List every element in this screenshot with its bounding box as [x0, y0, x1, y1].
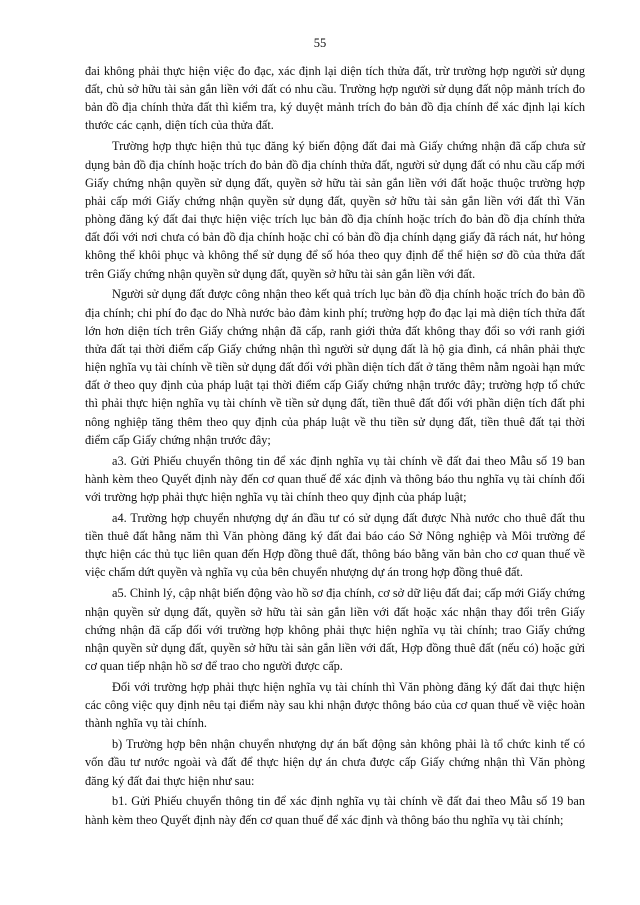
page-number: 55 — [313, 36, 327, 50]
paragraph-land-change-registration: Trường hợp thực hiện thủ tục đăng ký biến động đất đai mà Giấy chứng nhận đã cấp chưa sử dụng bản đồ địa chính hoặc trích đo bản đồ địa chính thửa đất, người sử dụng đất có nhu cầu cấp mới Giấy chứng nhận quyền sử dụng đất, quyền sở hữu tài sản gắn liền với đất hoặc thuộc trường hợp phải cấp mới Giấy chứng nhận quyền sử dụng đất, quyền sở hữu tài sản gắn liền với đất thì Văn phòng đăng ký đất đai thực hiện việc trích lục bản đồ địa chính hoặc trích đo bản đồ địa chính thửa đất đối với nơi chưa có bản đồ địa chính hoặc chỉ có bản đồ địa chính dạng giấy đã rách nát, hư hỏng không thể khôi phục và không thể sử dụng để số hóa theo quy định để thể hiện sơ đồ của thửa đất trên Giấy chứng nhận quyền sử dụng đất, quyền sở hữu tài sản gắn liền với đất. — [85, 139, 585, 281]
paragraph-b: b) Trường hợp bên nhận chuyển nhượng dự án bất động sản không phải là tổ chức kinh tế có vốn đầu tư nước ngoài và đất để thực hiện dự án chưa được cấp Giấy chứng nhận thì Văn phòng đăng ký đất đai thực hiện như sau: — [85, 737, 585, 788]
paragraph-a4: a4. Trường hợp chuyển nhượng dự án đầu tư có sử dụng đất được Nhà nước cho thuê đất thu tiền thuê đất hằng năm thì Văn phòng đăng ký đất đai báo cáo Sở Nông nghiệp và Môi trường để thực hiện các thủ tục liên quan đến Hợp đồng thuê đất, thông báo bằng văn bản cho cơ quan thuế về việc chấm dứt quyền và nghĩa vụ của bên chuyển nhượng dự án trong hợp đồng thuê đất. — [85, 510, 585, 580]
paragraph-a3: a3. Gửi Phiếu chuyển thông tin để xác định nghĩa vụ tài chính về đất đai theo Mẫu số 19 ban hành kèm theo Quyết định này đến cơ quan thuế để xác định và thông báo thu nghĩa vụ tài chính đối với trường hợp phải thực hiện nghĩa vụ tài chính theo quy định của pháp luật; — [85, 453, 585, 504]
paragraph-financial-obligation: Đối với trường hợp phải thực hiện nghĩa vụ tài chính thì Văn phòng đăng ký đất đai thực hiện các công việc quy định nêu tại điểm này sau khi nhận được thông báo của cơ quan thuế về việc hoàn thành nghĩa vụ tài chính. — [85, 679, 585, 731]
paragraph-a5: a5. Chỉnh lý, cập nhật biến động vào hồ sơ địa chính, cơ sở dữ liệu đất đai; cấp mới Giấy chứng nhận quyền sử dụng đất, quyền sở hữu tài sản gắn liền với đất hoặc xác nhận thay đổi trên Giấy chứng nhận đã cấp đối với trường hợp không phải thực hiện nghĩa vụ tài chính; trao Giấy chứng nhận quyền sử dụng đất, quyền sở hữu tài sản gắn liền với đất, Hợp đồng thuê đất (nếu có) hoặc gửi cơ quan tiếp nhận hồ sơ để trao cho người được cấp. — [85, 586, 585, 673]
paragraph-land-user-recognition: Người sử dụng đất được công nhận theo kết quả trích lục bản đồ địa chính hoặc trích đo bản đồ địa chính; chi phí đo đạc do Nhà nước bảo đảm kinh phí; trường hợp đo đạc lại mà diện tích thửa đất lớn hơn diện tích trên Giấy chứng nhận đã cấp, ranh giới thửa đất không thay đổi so với ranh giới thửa đất tại thời điểm cấp Giấy chứng nhận thì người sử dụng đất là hộ gia đình, cá nhân phải thực hiện nghĩa vụ tài chính về tiền sử dụng đất đối với phần diện tích đất ở tăng thêm nằm ngoài hạn mức đất ở theo quy định của pháp luật tại thời điểm cấp Giấy chứng nhận trước đây; trường hợp tổ chức thì phải thực hiện nghĩa vụ tài chính về tiền sử dụng đất, tiền thuê đất đối với phần diện tích đất phi nông nghiệp tăng thêm theo quy định của pháp luật về thu tiền sử dụng đất, tiền thuê đất tại thời điểm cấp Giấy chứng nhận trước đây; — [85, 287, 585, 447]
paragraph-continuation: đai không phải thực hiện việc đo đạc, xác định lại diện tích thửa đất, trừ trường hợp người sử dụng đất, chủ sở hữu tài sản gắn liền với đất có nhu cầu. Trường hợp người sử dụng đất nộp mảnh trích đo bản đồ địa chính thửa đất thì kiểm tra, ký duyệt mảnh trích đo bản đồ địa chính để xác định lại kích thước các cạnh, diện tích của thửa đất. — [85, 64, 585, 133]
body-text — [85, 62, 585, 832]
paragraph-b1: b1. Gửi Phiếu chuyển thông tin để xác định nghĩa vụ tài chính về đất đai theo Mẫu số 19 ban hành kèm theo Quyết định này đến cơ quan thuế để xác định và thông báo thu nghĩa vụ tài chính; — [85, 794, 585, 827]
